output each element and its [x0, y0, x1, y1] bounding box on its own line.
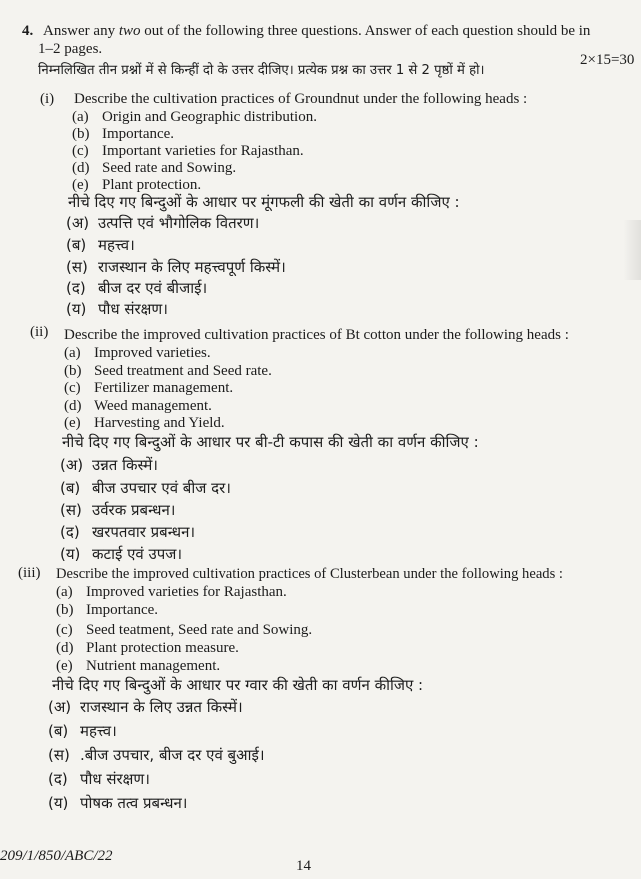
list-item: (ब) महत्त्व।: [66, 236, 135, 254]
list-item: (अ) राजस्थान के लिए उन्नत किस्में।: [48, 698, 243, 716]
question-marks: 2×15=30: [580, 52, 635, 68]
list-item: (स) राजस्थान के लिए महत्त्वपूर्ण किस्में।: [66, 258, 286, 276]
subquestion-numeral: (ii): [30, 324, 49, 340]
list-item: (b) Importance.: [72, 126, 175, 142]
subquestion-hindi-heading: नीचे दिए गए बिन्दुओं के आधार पर ग्वार की खेती का वर्णन कीजिए :: [52, 676, 424, 694]
list-item: (स) उर्वरक प्रबन्धन।: [60, 501, 176, 519]
question-hindi-instruction: निम्नलिखित तीन प्रश्नों में से किन्हीं दो के उत्तर दीजिए। प्रत्येक प्रश्न का उत्तर 1 से 2 पृष्ठों में हो।: [38, 63, 485, 78]
list-item: (d) Seed rate and Sowing.: [72, 160, 237, 176]
list-item: (d) Plant protection measure.: [56, 640, 239, 656]
subquestion-ii: [30, 325, 48, 340]
list-item: (e) Plant protection.: [72, 177, 202, 193]
subquestion-numeral: (iii): [18, 565, 41, 581]
list-item: (a) Improved varieties for Rajasthan.: [56, 584, 287, 600]
scan-edge-shadow: [623, 220, 641, 280]
list-item: (द) बीज दर एवं बीजाई।: [66, 279, 208, 297]
question-number: 4.: [22, 23, 34, 39]
list-item: (c) Seed teatment, Seed rate and Sowing.: [56, 622, 313, 638]
list-item: (ब) बीज उपचार एवं बीज दर।: [60, 479, 231, 497]
question-instruction-line1: [22, 24, 590, 39]
list-item: (य) पौध संरक्षण।: [66, 300, 168, 318]
list-item: (य) कटाई एवं उपज।: [60, 545, 183, 563]
list-item: (b) Seed treatment and Seed rate.: [64, 363, 272, 379]
instruction-italic: two: [118, 23, 141, 39]
instruction-text-b: out of the following three questions. Answer of each question should be in: [140, 23, 591, 39]
subquestion-hindi-heading: नीचे दिए गए बिन्दुओं के आधार पर मूंगफली की खेती का वर्णन कीजिए :: [68, 193, 460, 211]
list-item: (य) पोषक तत्व प्रबन्धन।: [48, 794, 188, 812]
subquestion-i: [40, 92, 54, 107]
subquestion-numeral: (i): [40, 91, 55, 107]
list-item: (d) Weed management.: [64, 398, 212, 414]
list-item: (e) Nutrient management.: [56, 658, 221, 674]
list-item: (b) Importance.: [56, 602, 159, 618]
list-item: (स) .बीज उपचार, बीज दर एवं बुआई।: [48, 746, 265, 764]
subquestion-iii: [18, 566, 41, 581]
list-item: (अ) उन्नत किस्में।: [60, 456, 158, 474]
paper-code: 209/1/850/ABC/22: [0, 848, 113, 864]
list-item: (e) Harvesting and Yield.: [64, 415, 225, 431]
question-instruction-line2: 1–2 pages.: [38, 41, 103, 57]
list-item: (द) पौध संरक्षण।: [48, 770, 150, 788]
subquestion-heading: Describe the improved cultivation practices of Clusterbean under the following heads :: [56, 566, 563, 582]
subquestion-heading: Describe the cultivation practices of Groundnut under the following heads :: [74, 91, 528, 107]
list-item: (ब) महत्त्व।: [48, 722, 117, 740]
subquestion-hindi-heading: नीचे दिए गए बिन्दुओं के आधार पर बी-टी कपास की खेती का वर्णन कीजिए :: [62, 433, 479, 451]
subquestion-heading: Describe the improved cultivation practices of Bt cotton under the following heads :: [64, 327, 569, 343]
list-item: (a) Improved varieties.: [64, 345, 211, 361]
list-item: (c) Important varieties for Rajasthan.: [72, 143, 304, 159]
instruction-text-a: Answer any: [43, 23, 119, 39]
list-item: (द) खरपतवार प्रबन्धन।: [60, 523, 196, 541]
page-number: 14: [296, 858, 311, 874]
list-item: (a) Origin and Geographic distribution.: [72, 109, 317, 125]
list-item: (c) Fertilizer management.: [64, 380, 234, 396]
list-item: (अ) उत्पत्ति एवं भौगोलिक वितरण।: [66, 214, 260, 232]
